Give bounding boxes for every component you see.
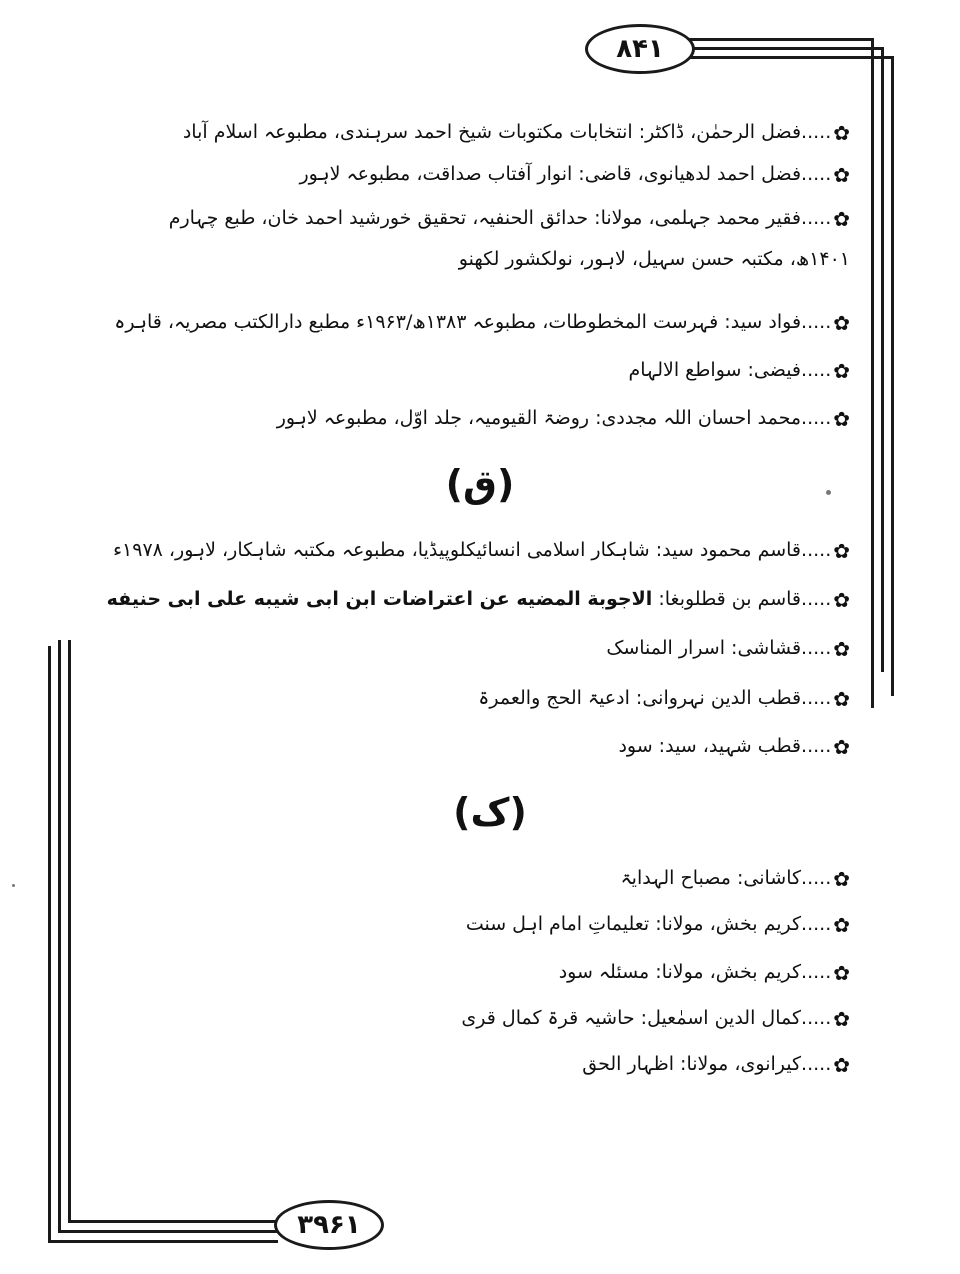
- bib-entry: ✿.....قاسم بن قطلوبغا: الاجوبة المضيه عن اعتراضات ابن ابى شيبه على ابى حنيفه: [106, 587, 850, 612]
- entry-title: ادعیۃ الحج والعمرۃ: [478, 687, 630, 709]
- sun-flower-icon: ✿: [833, 120, 850, 145]
- speck: [12, 884, 15, 887]
- top-page-number: ۸۴۱: [585, 24, 695, 74]
- frame-bottom-line-2: [58, 1230, 278, 1233]
- entry-author: قطب شہید، سید: [665, 735, 802, 757]
- entry-title: الاجوبة المضيه عن اعتراضات ابن ابى شيبه على ابى حنيفه: [106, 588, 653, 610]
- bib-entry: ✿.....فیضی: سواطع الالہام: [628, 358, 850, 383]
- frame-left-line-3: [68, 640, 71, 1222]
- entry-title: انوار آفتاب صداقت، مطبوعہ لاہور: [299, 163, 573, 185]
- sun-flower-icon: ✿: [833, 162, 850, 187]
- bib-entry: ✿.....فقیر محمد جہلمی، مولانا: حدائق الحنفیہ، تحقیق خورشید احمد خان، طبع چہارم ۱۴۰۱ھ، مکتبہ حسن سہیل، لاہور، نولکشور لکھنو: [120, 198, 850, 279]
- bottom-page-number: ۳۹۶۱: [274, 1200, 384, 1250]
- entry-title: اظہار الحق: [582, 1053, 674, 1075]
- frame-right-line-3: [891, 56, 894, 696]
- sun-flower-icon: ✿: [833, 406, 850, 431]
- sun-flower-icon: ✿: [833, 636, 850, 661]
- bib-entry: ✿.....فضل احمد لدھیانوی، قاضی: انوار آفتاب صداقت، مطبوعہ لاہور: [299, 162, 850, 187]
- entry-title: روضۃ القیومیہ، جلد اوّل، مطبوعہ لاہور: [276, 407, 590, 429]
- frame-right-line-2: [881, 47, 884, 672]
- entry-title: فہرست المخطوطات، مطبوعہ ۱۳۸۳ھ/۱۹۶۳ء مطبع دارالکتب مصریہ، قاہرہ: [114, 311, 719, 333]
- entry-title: مسئلہ سود: [558, 961, 650, 983]
- entry-title: حدائق الحنفیہ، تحقیق خورشید احمد خان، طبع چہارم ۱۴۰۱ھ، مکتبہ حسن سہیل، لاہور، نولکشور لکھنو: [168, 207, 850, 270]
- frame-bottom-line-3: [68, 1220, 278, 1223]
- bib-entry: ✿.....کیرانوی، مولانا: اظہار الحق: [582, 1052, 850, 1077]
- entry-author: کریم بخش، مولانا: [661, 961, 802, 983]
- bib-entry: ✿.....کریم بخش، مولانا: تعلیماتِ امام اہل سنت: [465, 912, 850, 937]
- sun-flower-icon: ✿: [833, 206, 850, 231]
- frame-right-line-1: [871, 38, 874, 708]
- frame-left-line-1: [48, 646, 51, 1242]
- entry-title: سواطع الالہام: [628, 359, 742, 381]
- sun-flower-icon: ✿: [833, 587, 850, 612]
- entry-author: محمد احسان اللہ مجددی: [601, 407, 802, 429]
- entry-author: کمال الدین اسمٰعیل: [647, 1007, 802, 1029]
- entry-title: مصباح الہدایۃ: [620, 867, 731, 889]
- entry-title: شاہکار اسلامی انسائیکلوپیڈیا، مطبوعہ مکتبہ شاہکار، لاہور، ۱۹۷۸ء: [113, 539, 650, 561]
- bib-entry: ✿.....قاسم محمود سید: شاہکار اسلامی انسائیکلوپیڈیا، مطبوعہ مکتبہ شاہکار، لاہور، ۱۹۷۸ء: [113, 538, 850, 563]
- entry-author: قاسم محمود سید: [662, 539, 802, 561]
- bib-entry: ✿.....فضل الرحمٰن، ڈاکٹر: انتخابات مکتوبات شیخ احمد سرہندی، مطبوعہ اسلام آباد: [182, 120, 850, 145]
- sun-flower-icon: ✿: [833, 866, 850, 891]
- entry-title: اسرار المناسک: [606, 637, 725, 659]
- bib-entry: ✿.....محمد احسان اللہ مجددی: روضۃ القیومیہ، جلد اوّل، مطبوعہ لاہور: [276, 406, 850, 431]
- frame-left-line-2: [58, 640, 61, 1232]
- entry-author: کاشانی: [743, 867, 802, 889]
- bib-entry: ✿.....کاشانی: مصباح الہدایۃ: [620, 866, 850, 891]
- bib-entry: ✿.....قطب شہید، سید: سود: [618, 734, 850, 759]
- entry-author: فواد سید: [730, 311, 802, 333]
- bib-entry: ✿.....کمال الدین اسمٰعیل: حاشیہ قرۃ کمال قری: [461, 1006, 850, 1031]
- speck: [826, 490, 831, 495]
- sun-flower-icon: ✿: [833, 734, 850, 759]
- section-heading-qaf: (ق): [445, 462, 515, 506]
- frame-top-line-2: [686, 47, 882, 50]
- entry-author: کیرانوی، مولانا: [686, 1053, 802, 1075]
- bib-entry: ✿.....قشاشی: اسرار المناسک: [606, 636, 850, 661]
- entry-author: فضل الرحمٰن، ڈاکٹر: [645, 121, 802, 143]
- entry-author: قشاشی: [737, 637, 802, 659]
- sun-flower-icon: ✿: [833, 912, 850, 937]
- entry-title: حاشیہ قرۃ کمال قری: [461, 1007, 635, 1029]
- bib-entry: ✿.....فواد سید: فہرست المخطوطات، مطبوعہ ۱۳۸۳ھ/۱۹۶۳ء مطبع دارالکتب مصریہ، قاہرہ: [114, 310, 850, 335]
- frame-top-line-1: [686, 38, 872, 41]
- entry-title: سود: [618, 735, 653, 757]
- sun-flower-icon: ✿: [833, 310, 850, 335]
- entry-author: قطب الدین نہروانی: [642, 687, 802, 709]
- sun-flower-icon: ✿: [833, 960, 850, 985]
- entry-author: فضل احمد لدھیانوی، قاضی: [584, 163, 802, 185]
- sun-flower-icon: ✿: [833, 1052, 850, 1077]
- entry-author: فیضی: [753, 359, 802, 381]
- frame-bottom-line-1: [48, 1240, 278, 1243]
- bib-entry: ✿.....قطب الدین نہروانی: ادعیۃ الحج والعمرۃ: [478, 686, 850, 711]
- sun-flower-icon: ✿: [833, 358, 850, 383]
- entry-author: کریم بخش، مولانا: [661, 913, 802, 935]
- entry-author: فقیر محمد جہلمی، مولانا: [600, 207, 802, 229]
- frame-top-line-3: [686, 56, 892, 59]
- entry-title: انتخابات مکتوبات شیخ احمد سرہندی، مطبوعہ اسلام آباد: [182, 121, 633, 143]
- entry-title: تعلیماتِ امام اہل سنت: [465, 913, 650, 935]
- sun-flower-icon: ✿: [833, 538, 850, 563]
- sun-flower-icon: ✿: [833, 686, 850, 711]
- section-heading-kaf: (ک): [453, 790, 527, 834]
- bib-entry: ✿.....کریم بخش، مولانا: مسئلہ سود: [558, 960, 850, 985]
- sun-flower-icon: ✿: [833, 1006, 850, 1031]
- entry-author: قاسم بن قطلوبغا: [664, 588, 802, 610]
